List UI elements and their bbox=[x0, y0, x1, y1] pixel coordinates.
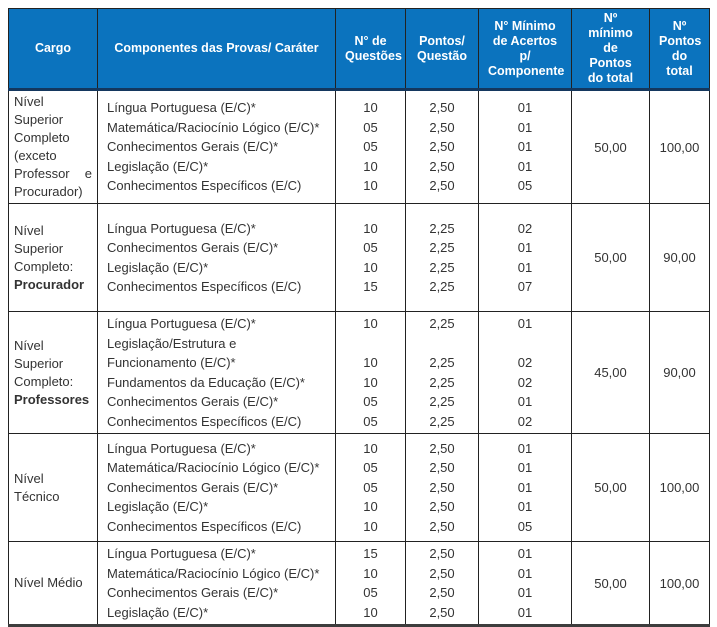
pontos-value: 2,50 bbox=[429, 585, 455, 600]
header-min-acertos: N° Mínimo de Acertos p/ Componente bbox=[479, 9, 572, 90]
components-cell bbox=[98, 542, 336, 626]
questoes-value: 10 bbox=[363, 100, 378, 116]
acertos-value: 05 bbox=[517, 178, 533, 194]
cargo-text: Nível Superior Completo: bbox=[14, 337, 74, 389]
acertos-value: 01 bbox=[517, 139, 533, 155]
acertos-value: 01 bbox=[517, 119, 533, 135]
cargo-text: Nível Técnico bbox=[14, 470, 60, 504]
questoes-cell bbox=[336, 312, 406, 434]
questoes-value: 10 bbox=[363, 374, 378, 390]
acertos-value: 02 bbox=[517, 374, 533, 390]
pontos-value: 2,50 bbox=[429, 100, 455, 116]
component-name: Legislação/Estrutura e Funcionamento (E/C)* bbox=[107, 335, 237, 370]
questoes-value: 10 bbox=[363, 440, 378, 456]
questoes-value: 10 bbox=[363, 178, 378, 194]
pontos-value: 2,25 bbox=[429, 374, 455, 390]
group-row-nivel-medio bbox=[9, 542, 710, 626]
component-name: Conhecimentos Específicos (E/C) bbox=[107, 178, 302, 194]
questoes-value: 10 bbox=[363, 565, 378, 581]
pontos-value: 2,50 bbox=[429, 460, 455, 476]
cargo-text: Nível Médio bbox=[14, 575, 83, 590]
acertos-cell bbox=[479, 90, 572, 204]
pontos-value: 2,25 bbox=[429, 413, 455, 429]
pontos-total-value: 100,00 bbox=[650, 90, 710, 204]
pontos-cell bbox=[406, 434, 479, 542]
acertos-value: 01 bbox=[517, 259, 533, 275]
min-pontos-total-value: 50,00 bbox=[572, 542, 650, 626]
pontos-value: 2,50 bbox=[429, 518, 455, 534]
pontos-total-value: 90,00 bbox=[650, 204, 710, 312]
component-name: Conhecimentos Gerais (E/C)* bbox=[107, 585, 279, 600]
min-pontos-total-value: 50,00 bbox=[572, 434, 650, 542]
component-name: Conhecimentos Gerais (E/C)* bbox=[107, 394, 279, 409]
acertos-cell bbox=[479, 204, 572, 312]
component-name: Matemática/Raciocínio Lógico (E/C)* bbox=[107, 119, 320, 135]
pontos-value: 2,50 bbox=[429, 565, 455, 581]
pontos-value: 2,50 bbox=[429, 119, 455, 135]
questoes-value: 10 bbox=[363, 158, 378, 174]
acertos-value: 01 bbox=[517, 604, 533, 620]
pontos-value: 2,25 bbox=[429, 279, 455, 294]
pontos-value: 2,25 bbox=[429, 240, 455, 255]
component-name: Língua Portuguesa (E/C)* bbox=[107, 100, 256, 116]
questoes-value: 05 bbox=[363, 585, 378, 600]
pontos-value: 2,25 bbox=[429, 355, 455, 370]
questoes-value: 10 bbox=[363, 499, 378, 515]
pontos-value: 2,50 bbox=[429, 178, 455, 194]
min-pontos-total-value: 45,00 bbox=[572, 312, 650, 434]
group-row-procurador bbox=[9, 204, 710, 312]
component-name: Fundamentos da Educação (E/C)* bbox=[107, 374, 305, 390]
questoes-value: 10 bbox=[363, 518, 378, 534]
questoes-cell bbox=[336, 204, 406, 312]
exam-components-table bbox=[8, 8, 710, 627]
pontos-value: 2,50 bbox=[429, 440, 455, 456]
cargo-bold: Procurador bbox=[14, 276, 85, 292]
questoes-value: 05 bbox=[363, 394, 378, 409]
component-name: Conhecimentos Específicos (E/C) bbox=[107, 279, 302, 294]
pontos-total-value: 90,00 bbox=[650, 312, 710, 434]
questoes-value: 15 bbox=[363, 279, 378, 294]
cargo-text: Nível Superior Completo: bbox=[14, 222, 74, 274]
components-cell bbox=[98, 204, 336, 312]
acertos-value: 01 bbox=[517, 460, 533, 476]
pontos-value: 2,50 bbox=[429, 139, 455, 155]
questoes-value: 05 bbox=[363, 139, 378, 155]
cargo-text: Nível Superior Completo (exceto Professor e Procurador) bbox=[14, 94, 92, 199]
questoes-value: 10 bbox=[363, 220, 378, 236]
acertos-value: 01 bbox=[517, 100, 533, 116]
pontos-value: 2,50 bbox=[429, 158, 455, 174]
component-name: Conhecimentos Gerais (E/C)* bbox=[107, 240, 279, 255]
cargo-cell bbox=[9, 90, 98, 204]
components-cell bbox=[98, 312, 336, 434]
acertos-value: 01 bbox=[517, 394, 533, 409]
questoes-value: 05 bbox=[363, 460, 378, 476]
component-name: Língua Portuguesa (E/C)* bbox=[107, 440, 256, 456]
acertos-value: 01 bbox=[517, 440, 533, 456]
components-cell bbox=[98, 90, 336, 204]
questoes-value: 10 bbox=[363, 316, 378, 331]
questoes-value: 15 bbox=[363, 546, 378, 561]
component-name: Língua Portuguesa (E/C)* bbox=[107, 220, 256, 236]
header-row bbox=[9, 9, 710, 90]
questoes-value: 10 bbox=[363, 604, 378, 620]
cargo-bold: Professores bbox=[14, 391, 90, 407]
component-name: Matemática/Raciocínio Lógico (E/C)* bbox=[107, 565, 320, 581]
pontos-cell bbox=[406, 204, 479, 312]
acertos-value: 02 bbox=[517, 220, 533, 236]
acertos-value: 01 bbox=[517, 565, 533, 581]
pontos-cell bbox=[406, 90, 479, 204]
acertos-value: 01 bbox=[517, 585, 533, 600]
component-name: Conhecimentos Específicos (E/C) bbox=[107, 413, 302, 429]
questoes-value: 05 bbox=[363, 119, 378, 135]
component-name: Legislação (E/C)* bbox=[107, 499, 209, 515]
group-row-nivel-tecnico bbox=[9, 434, 710, 542]
component-name: Conhecimentos Gerais (E/C)* bbox=[107, 139, 279, 155]
component-name: Conhecimentos Gerais (E/C)* bbox=[107, 479, 279, 495]
questoes-cell bbox=[336, 434, 406, 542]
acertos-value: 01 bbox=[517, 316, 533, 331]
pontos-value: 2,25 bbox=[429, 316, 455, 331]
pontos-value: 2,50 bbox=[429, 499, 455, 515]
header-num-questoes: N° de Questões bbox=[336, 9, 406, 90]
component-name: Língua Portuguesa (E/C)* bbox=[107, 546, 256, 561]
cargo-cell bbox=[9, 542, 98, 626]
pontos-total-value: 100,00 bbox=[650, 542, 710, 626]
questoes-cell bbox=[336, 542, 406, 626]
acertos-cell bbox=[479, 542, 572, 626]
acertos-value: 01 bbox=[517, 479, 533, 495]
pontos-total-value: 100,00 bbox=[650, 434, 710, 542]
acertos-value: 02 bbox=[517, 355, 533, 370]
header-componentes: Componentes das Provas/ Caráter bbox=[98, 9, 336, 90]
component-name: Legislação (E/C)* bbox=[107, 158, 209, 174]
acertos-cell bbox=[479, 312, 572, 434]
pontos-cell bbox=[406, 312, 479, 434]
component-name: Legislação (E/C)* bbox=[107, 259, 209, 275]
cargo-cell bbox=[9, 204, 98, 312]
pontos-value: 2,25 bbox=[429, 394, 455, 409]
questoes-value: 05 bbox=[363, 479, 378, 495]
component-name: Matemática/Raciocínio Lógico (E/C)* bbox=[107, 460, 320, 476]
min-pontos-total-value: 50,00 bbox=[572, 90, 650, 204]
components-cell bbox=[98, 434, 336, 542]
acertos-cell bbox=[479, 434, 572, 542]
pontos-cell bbox=[406, 542, 479, 626]
pontos-value: 2,25 bbox=[429, 259, 455, 275]
acertos-value: 01 bbox=[517, 158, 533, 174]
cargo-cell bbox=[9, 312, 98, 434]
component-name: Língua Portuguesa (E/C)* bbox=[107, 316, 256, 331]
pontos-value: 2,50 bbox=[429, 546, 455, 561]
questoes-cell bbox=[336, 90, 406, 204]
header-pontos-questao: Pontos/ Questão bbox=[406, 9, 479, 90]
pontos-value: 2,25 bbox=[429, 220, 455, 236]
group-row-professores bbox=[9, 312, 710, 434]
acertos-value: 02 bbox=[517, 413, 533, 429]
acertos-value: 01 bbox=[517, 546, 533, 561]
header-pontos-total: Nº Pontos do total bbox=[650, 9, 710, 90]
acertos-value: 01 bbox=[517, 240, 533, 255]
questoes-value: 05 bbox=[363, 240, 378, 255]
header-min-pontos-total: Nº mínimo de Pontos do total bbox=[572, 9, 650, 90]
cargo-cell bbox=[9, 434, 98, 542]
min-pontos-total-value: 50,00 bbox=[572, 204, 650, 312]
component-name: Conhecimentos Específicos (E/C) bbox=[107, 518, 302, 534]
acertos-value: 05 bbox=[517, 518, 533, 534]
questoes-value: 10 bbox=[363, 355, 378, 370]
component-name: Legislação (E/C)* bbox=[107, 604, 209, 620]
group-row-nivel-superior-exceto bbox=[9, 90, 710, 204]
questoes-value: 05 bbox=[363, 413, 378, 429]
header-cargo: Cargo bbox=[9, 9, 98, 90]
questoes-value: 10 bbox=[363, 259, 378, 275]
acertos-value: 01 bbox=[517, 499, 533, 515]
pontos-value: 2,50 bbox=[429, 479, 455, 495]
pontos-value: 2,50 bbox=[429, 604, 455, 620]
acertos-value: 07 bbox=[517, 279, 533, 294]
